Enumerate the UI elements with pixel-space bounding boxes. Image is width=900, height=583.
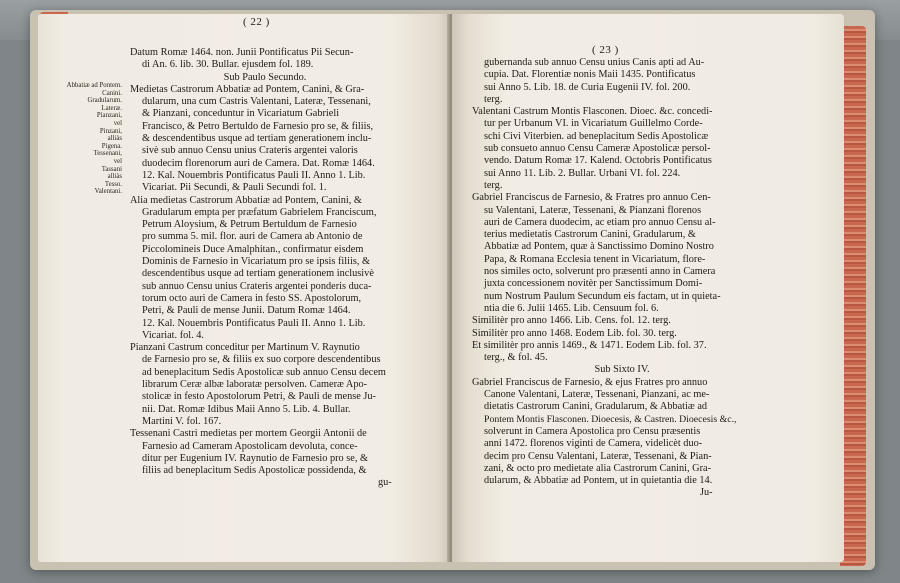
margin-note-line: Pianzani, — [96, 112, 122, 120]
text-line: zani, & octo pro medietate alia Castrorum Canini, Gra- — [484, 462, 712, 474]
margin-note-line: Gradularum. — [87, 97, 122, 105]
text-line: duodecim florenorum auri de Camera. Dat. Romæ 1464. — [142, 157, 375, 169]
text-line: terg. — [484, 179, 503, 191]
text-line: ditur per Eugenium IV. Raynutio de Farnesio pro se, & — [142, 452, 369, 464]
text-line: dularum, & Abbatiæ ad Pontem, ut in quietantia die 14. — [484, 475, 713, 487]
text-line: cupia. Dat. Florentiæ nonis Maii 1435. Pontificatus — [484, 69, 696, 81]
text-line: Pianzani Castrum conceditur per Martinum V. Raynutio — [130, 342, 360, 354]
text-line: & descendentibus usque ad tertiam generationem inclu- — [142, 133, 372, 145]
margin-note-line: Pinzani, — [99, 127, 122, 135]
text-line: terg., & fol. 45. — [484, 352, 548, 364]
text-line: de Farnesio pro se, & filiis ex suo corpore descendentibus — [142, 354, 381, 366]
text-line: solverunt in Camera Apostolica pro Censu præsentis — [484, 425, 701, 437]
text-line: Abbatiæ ad Pontem, quæ à Sanctissimo Domino Nostro — [484, 241, 714, 253]
text-line: decim pro Censu Valentani, Lateræ, Tessenani, & Pian- — [484, 450, 712, 462]
margin-note-line: Tassani — [101, 165, 122, 173]
text-line: su Valentani, Lateræ, Tessenani, & Pianzani florenos — [484, 204, 702, 216]
text-line: Farnesio ad Cameram Apostolicam devoluta, conce- — [142, 440, 358, 452]
left-page-text — [130, 47, 400, 490]
page-number-right: ( 23 ) — [592, 44, 619, 56]
text-line: Piccolomineis Duce Amalphitan., confirmatur eisdem — [142, 243, 364, 255]
text-line: sui Anno 11. Lib. 2. Bullar. Urbani VI. fol. 224. — [484, 167, 681, 179]
text-line: & Pianzani, conceduntur in Vicariatum Gabrieli — [142, 108, 340, 120]
text-line: descendentibus usque ad tertiam generationem inclusivè — [142, 268, 374, 280]
text-line: Martini V. fol. 167. — [142, 415, 222, 427]
text-line: Medietas Castrorum Abbatiæ ad Pontem, Canini, & Gra- — [130, 83, 365, 95]
text-line: Gabriel Franciscus de Farnesio, & Fratres pro annuo Cen- — [472, 192, 711, 204]
text-line: vendo. Datum Romæ 17. Kalend. Octobris Pontificatus — [484, 155, 712, 167]
margin-note — [42, 82, 122, 196]
text-line: Canone Valentani, Lateræ, Tessenani, Pianzani, ac me- — [484, 389, 710, 401]
margin-note-line: Pigena. — [101, 142, 122, 150]
margin-note-line: Valentani. — [94, 188, 122, 196]
margin-note-line: alliàs — [107, 173, 122, 181]
text-line: juxta concessionem novitèr per Sanctissimum Domi- — [484, 278, 703, 290]
text-line: Dominis de Farnesio in Vicariatum pro se ipsis filiis, & — [142, 256, 370, 268]
text-line: dularum, una cum Castris Valentani, Lateræ, Tessenani, — [142, 96, 371, 108]
text-line: librarum Ceræ albæ laboratæ persolven. Cameræ Apo- — [142, 379, 368, 391]
text-line: Tessenani Castri medietas per mortem Georgii Antonii de — [130, 428, 367, 440]
text-line: Alia medietas Castrorum Abbatiæ ad Pontem, Canini, & — [130, 194, 362, 206]
text-line: sui Anno 5. Lib. 18. de Curia Eugenii IV. fol. 200. — [484, 81, 691, 93]
text-line: torum octo auri de Camera in festo SS. Apostolorum, — [142, 292, 362, 304]
text-line: anni 1472. florenos viginti de Camera, videlicèt duo- — [484, 438, 703, 450]
text-line: stolicæ in festo Apostolorum Petri, & Pauli de mense Ju- — [142, 391, 376, 403]
text-line: Francisco, & Petro Bertuldo de Farnesio pro se, & filiis, — [142, 120, 374, 132]
section-heading: Sub Paulo Secundo. — [223, 71, 307, 83]
text-line: Gradularum empta per præfatum Gabrielem Franciscum, — [142, 206, 377, 218]
text-line: Similitèr pro anno 1468. Eodem Lib. fol. 30. terg. — [472, 327, 677, 339]
text-line: pro summa 5. mil. flor. auri de Camera ab Antonio de — [142, 231, 363, 243]
text-line: nii. Dat. Romæ Idibus Maii Anno 5. Lib. 4. Bullar. — [142, 403, 351, 415]
catchword: gu- — [378, 477, 392, 489]
page-number-left: ( 22 ) — [243, 16, 270, 28]
text-line: Petri, & Pauli de mense Junii. Datum Romæ 1464. — [142, 305, 351, 317]
margin-note-line: Abbatiæ ad Pontem. — [66, 82, 122, 89]
margin-note-line: Canini. — [102, 89, 122, 97]
text-line: sub consueto annuo Censu Cameræ Apostolicæ persol- — [484, 143, 711, 155]
catchword: Ju- — [700, 487, 713, 499]
text-line: Datum Romæ 1464. non. Junii Pontificatus Pii Secun- — [130, 47, 354, 58]
text-line: Valentani Castrum Montis Flasconen. Dioec. &c. concedi- — [472, 106, 713, 118]
margin-note-line: Tesso. — [104, 180, 122, 188]
text-line: Et similitèr pro annis 1469., & 1471. Eodem Lib. fol. 37. — [472, 339, 707, 351]
text-line: Papa, & Romana Ecclesia tenent in Vicariatum, flore- — [484, 253, 706, 265]
text-line: dietatis Castrorum Canini, Gradularum, & Abbatiæ ad — [484, 401, 708, 413]
text-line: sub annuo Censu unius Crateris argentei ponderis duca- — [142, 280, 372, 292]
text-line: 12. Kal. Nouembris Pontificatus Pauli II. Anno 1. Lib. — [142, 317, 366, 329]
margin-note-line: alliàs — [107, 135, 122, 143]
right-page-text — [472, 57, 772, 500]
text-line: filiis ad beneplacitum Sedis Apostolicæ possidenda, & — [142, 465, 367, 477]
text-line: nos similes octo, solverunt pro præsenti anno in Camera — [484, 266, 716, 278]
text-line: Vicariat. Pii Secundi, & Pauli Secundi fol. 1. — [142, 182, 327, 194]
text-line: sivè sub annuo Censu unius Crateris argentei valoris — [142, 145, 358, 157]
text-line: terg. — [484, 93, 503, 105]
text-line: 12. Kal. Nouembris Pontificatus Pauli II. Anno 1. Lib. — [142, 169, 366, 181]
text-line: Gabriel Franciscus de Farnesio, & ejus Fratres pro annuo — [472, 376, 708, 388]
text-line: auri de Camera duodecim, ac etiam pro annuo Censu al- — [484, 216, 716, 228]
text-line: terius medietatis Castrorum Canini, Gradularum, & — [484, 229, 696, 241]
margin-note-line: vel — [113, 119, 122, 127]
margin-note-line: Tessenani, — [93, 150, 122, 158]
text-line: Pontem Montis Flasconen. Dioecesis, & Castren. Dioecesis &c., — [484, 413, 737, 425]
text-line: tur per Urbanum VI. in Vicariatum Guillelmo Corde- — [484, 118, 703, 130]
text-line: Vicariat. fol. 4. — [142, 329, 204, 341]
text-line: ad beneplacitum Sedis Apostolicæ sub annuo Censu decem — [142, 366, 386, 378]
text-line: Petrum Aloysium, & Petrum Bertuldum de Farnesio — [142, 219, 357, 231]
text-line: ntia die 6. Julii 1465. Lib. Censuum fol. 6. — [484, 302, 659, 314]
text-line: gubernanda sub annuo Censu unius Canis apti ad Au- — [484, 57, 705, 68]
margin-note-line: vel — [113, 157, 122, 165]
text-line: num Nostrum Paulum Secundum eis factam, ut in quieta- — [484, 290, 721, 302]
text-line: schi Civi Viterbien. ad beneplacitum Sedis Apostolicæ — [484, 130, 709, 142]
text-line: di An. 6. lib. 30. Bullar. ejusdem fol. 189. — [142, 59, 314, 71]
margin-note-line: Lateræ. — [101, 104, 122, 112]
section-heading: Sub Sixto IV. — [594, 364, 650, 376]
text-line: Similitèr pro anno 1466. Lib. Cens. fol. 12. terg. — [472, 315, 671, 327]
